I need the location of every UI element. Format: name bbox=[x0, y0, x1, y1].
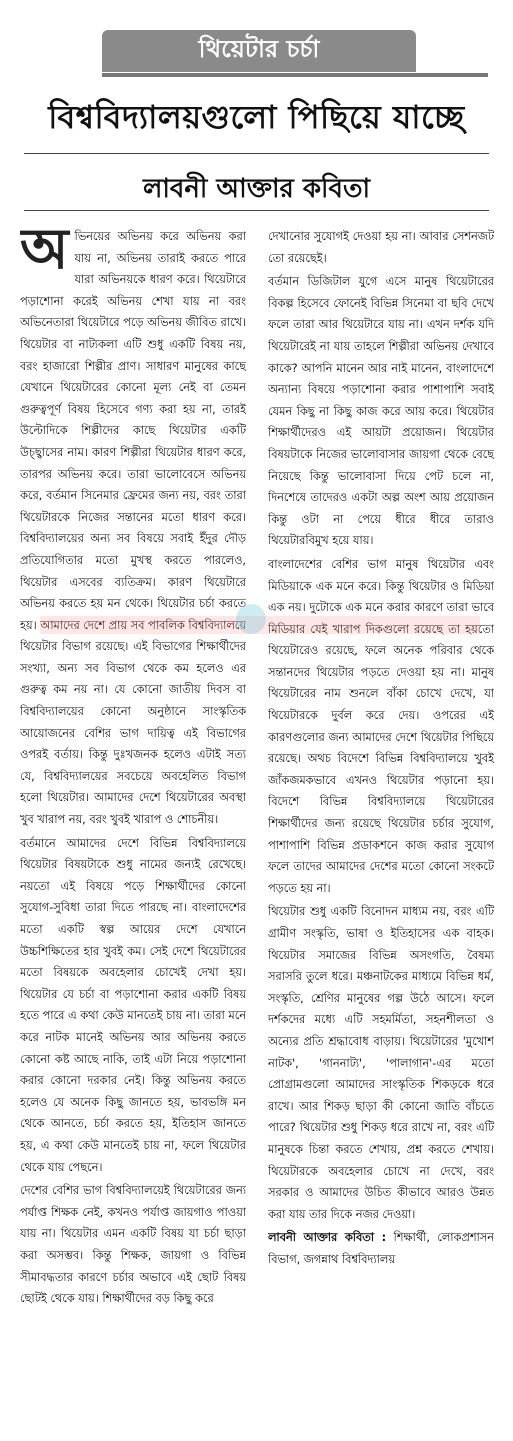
byline-rule bbox=[24, 210, 489, 211]
article-column-left bbox=[20, 226, 246, 1426]
article-paragraph: থিয়েটার শুধু একটি বিনোদন মাধ্যম নয়, বরং এটি গ্রামীণ সংস্কৃতি, ভাষা ও ইতিহাসের এক বাহক। থিয়েটার সমাজের বিভিন্ন অসংগতি, বৈষম্য সরাসরি তুলে ধরে। মঞ্চনাটকের মাধ্যমে বিভিন্ন ধর্ম, সংস্কৃতি, শ্রেণির মানুষের গল্প উঠে আসে। ফলে দর্শকদের মধ্যে এটি সহমর্মিতা, সহনশীলতা ও অন্যের প্রতি শ্রদ্ধাবোধ বাড়ায়। থিয়েটারের 'মুখোশ নাটক', 'গাননাট্য', 'পালাগান'-এর মতো প্রোগ্রামগুলো আমাদের সাংস্কৃতিক শিকড়কে ধরে রাখে। আর শিকড় ছাড়া কী কোনো জাতি বাঁচতে পারে? থিয়েটার শুধু শিকড় ধরে রাখে না, বরং এটি মানুষকে চিন্তা করতে শেখায়, প্রশ্ন করতে শেখায়। থিয়েটারকে অবহেলার চোখে না দেখে, বরং সরকার ও আমাদের উচিত কীভাবে আরও উন্নত করা যায় তার দিকে নজর দেওয়া। bbox=[268, 905, 494, 1221]
headline-rule bbox=[24, 153, 489, 154]
author-bio bbox=[268, 1227, 494, 1270]
banner-rule bbox=[102, 73, 488, 77]
byline: লাবনী আক্তার কবিতা bbox=[142, 174, 371, 204]
author-bio-name: লাবনী আক্তার কবিতা : bbox=[268, 1231, 387, 1245]
section-title: থিয়েটার চর্চা bbox=[198, 35, 320, 63]
article-paragraph: দেশের বেশির ভাগ বিশ্ববিদ্যালয়েই থিয়েটারের জন্য পর্যাপ্ত শিক্ষক নেই, কখনও পর্যাপ্ত জায়গাও পাওয়া যায় না। থিয়েটার এমন একটি বিষয় যা চর্চা ছাড়া করা অসম্ভব। কিন্তু শিক্ষক, জায়গা ও বিভিন্ন সীমাবদ্ধতার কারণে চর্চার অভাবে এই ছোট বিষয় ছোটই থেকে যায়। শিক্ষার্থীদের বড় কিছু করে bbox=[20, 1184, 246, 1306]
article-column-right bbox=[268, 226, 494, 1426]
author-bio-text: শিক্ষার্থী, লোকপ্রশাসন বিভাগ, জগন্নাথ বিশ্ববিদ্যালয় bbox=[268, 1231, 494, 1266]
article-body bbox=[20, 226, 494, 1426]
section-banner bbox=[102, 30, 416, 72]
article-paragraph: বাংলাদেশের বেশির ভাগ মানুষ থিয়েটার এবং মিডিয়াকে এক মনে করে। কিন্তু থিয়েটার ও মিডিয়া এক নয়। দুটোকে এক মনে করার কারণে তারা ভাবে মিডিয়ার যেই খারাপ দিকগুলো রয়েছে তা হয়তো থিয়েটারেও রয়েছে, ফলে অনেক পরিবার থেকে সন্তানদের থিয়েটার পড়তে দেওয়া হয় না। মানুষ থিয়েটারের নাম শুনলে বাঁকা চোখে দেখে, যা থিয়েটারকে দুর্বল করে দেয়। ওপরের এই কারণগুলোর জন্য আমাদের দেশে থিয়েটার পিছিয়ে রয়েছে। অথচ বিদেশে বিভিন্ন বিশ্ববিদ্যালয়ে খুবই জাঁকজমকভাবে এখনও থিয়েটার পড়ানো হয়। বিদেশে বিভিন্ন বিশ্ববিদ্যালয়ে থিয়েটারের শিক্ষার্থীদের জন্য রয়েছে থিয়েটার চর্চার সুযোগ, পাশাপাশি বিভিন্ন প্রডাকশনে কাজ করার সুযোগ ফলে তাদের আমাদের দেশের মতো কোনো সংকটে পড়তে হয় না। bbox=[268, 557, 494, 895]
article-paragraph: বর্তমান ডিজিটাল যুগে এসে মানুষ থিয়েটারের বিকল্প হিসেবে ফোনেই বিভিন্ন সিনেমা বা ছবি দেখে ফলে তারা আর থিয়েটারে যায় না। এখন দর্শক যদি থিয়েটারেই না যায় তাহলে শিল্পীরা অভিনয় দেখাবে কাকে? আপনি মানেন আর নাই মানেন, বাংলাদেশে অন্যান্য বিষয়ে পড়াশোনা করার পাশাপাশি সবাই যেমন কিছু না কিছু কাজ করে আয় করে। থিয়েটার শিক্ষার্থীদেরও এই আয়টা প্রয়োজন। থিয়েটার বিষয়টাকে নিজের ভালোবাসার জায়গা থেকে বেছে নিয়েছে কিন্তু ভালোবাসা দিয়ে পেট চলে না, দিনশেষে তাদেরও একটা অল্প অংশ আয় প্রয়োজন কিন্তু ওটা না পেয়ে ধীরে ধীরে তারাও থিয়েটারবিমুখ হয়ে যায়। bbox=[268, 275, 494, 548]
dropcap: অ bbox=[20, 226, 69, 282]
article-paragraph: অভিনয়ের অভিনয় করে অভিনয় করা যায় না, অভিনয় তারাই করতে পারে যারা অভিনয়কে ধারণ করে। থিয়েটারে পড়াশোনা করেই অভিনয় শেখা যায় না বরং অভিনেতারা থিয়েটারে পড়ে অভিনয় জীবিত রাখে। থিয়েটার বা নাট্যকলা এটি শুধু একটি বিষয় নয়, বরং হাজারো শিল্পীর প্রাণ। সাধারণ মানুষের কাছে যেখানে থিয়েটারের কোনো মূল্য নেই বা তেমন গুরুত্বপূর্ণ বিষয় হিসেবে গণ্য করা হয় না, তারই উল্টোদিকে শিল্পীদের কাছে থিয়েটার একটি উচ্ছ্বাসের নাম। কারণ শিল্পীরা থিয়েটার ধারণ করে, তারপর অভিনয় করে। তারা ভালোবেসে অভিনয় করে, বর্তমান সিনেমার ফ্রেমের জন্য নয়, বরং তারা থিয়েটারকে নিজের সন্তানের মতো ধারণ করে। বিশ্ববিদ্যালয়ের অন্য সব বিষয়ে সবাই ইঁদুর দৌড় প্রতিযোগিতার মতো মুখস্থ করতে পারলেও, থিয়েটার এসবের ব্যতিক্রম। কারণ থিয়েটারে অভিনয় করতে হয় মন থেকে। থিয়েটার চর্চা করতে হয়। আমাদের দেশে প্রায় সব পাবলিক বিশ্ববিদ্যালয়ে থিয়েটার বিভাগ রয়েছে। এই বিভাগের শিক্ষার্থীদের সংখ্যা, অন্য সব বিভাগ থেকে কম হলেও এর গুরুত্ব কম নয় না। যে কোনো জাতীয় দিবস বা বিশ্ববিদ্যালয়ের কোনো অনুষ্ঠানে সাংস্কৃতিক আয়োজনের বেশির ভাগ দায়িত্ব এই বিভাগের ওপরই বর্তায়। কিন্তু দুঃখজনক হলেও এটাই সত্য যে, বিশ্ববিদ্যালয়ের সবচেয়ে অবহেলিত বিভাগ হলো থিয়েটার। আমাদের দেশে থিয়েটারের অবস্থা খুব খারাপ নয়, বরং খুবই খারাপ ও শোচনীয়। bbox=[20, 226, 246, 827]
article-paragraph: বর্তমানে আমাদের দেশে বিভিন্ন বিশ্ববিদ্যালয়ে থিয়েটার বিষয়টাকে শুধু নামের জন্যই রেখেছে। নয়তো এই বিষয়ে পড়ে শিক্ষার্থীদের কোনো সুযোগ-সুবিধা তারা দিতে পারছে না। বাংলাদেশের মতো একটি স্বল্প আয়ের দেশে যেখানে উচ্চশিক্ষিতের হার খুবই কম। সেই দেশে থিয়েটারের মতো বিষয়কে অবহেলার চোখেই দেখা হয়। থিয়েটার যে চর্চা বা পড়াশোনা করার একটি বিষয় হতে পারে এ কথা কেউ মানতেই চায় না। তারা মনে করে নাটক মানেই অভিনয় আর অভিনয় করতে কোনো কষ্ট আছে নাকি, তাই এটা নিয়ে পড়াশোনা করার কোনো দরকার নেই। কিন্তু অভিনয় করতে হলেও যে অনেক কিছু জানতে হয়, ভাবভঙ্গি মন থেকে আনতে, চর্চা করতে হয়, ইতিহাস জানতে হয়, এ কথা কেউ মানতেই চায় না, ফলে থিয়েটার থেকে যায় পেছনে। bbox=[20, 836, 246, 1174]
headline: বিশ্ববিদ্যালয়গুলো পিছিয়ে যাচ্ছে bbox=[48, 98, 465, 136]
article-paragraph: দেখানোর সুযোগই দেওয়া হয় না। আবার সেশনজট তো রয়েছেই। bbox=[268, 230, 494, 265]
